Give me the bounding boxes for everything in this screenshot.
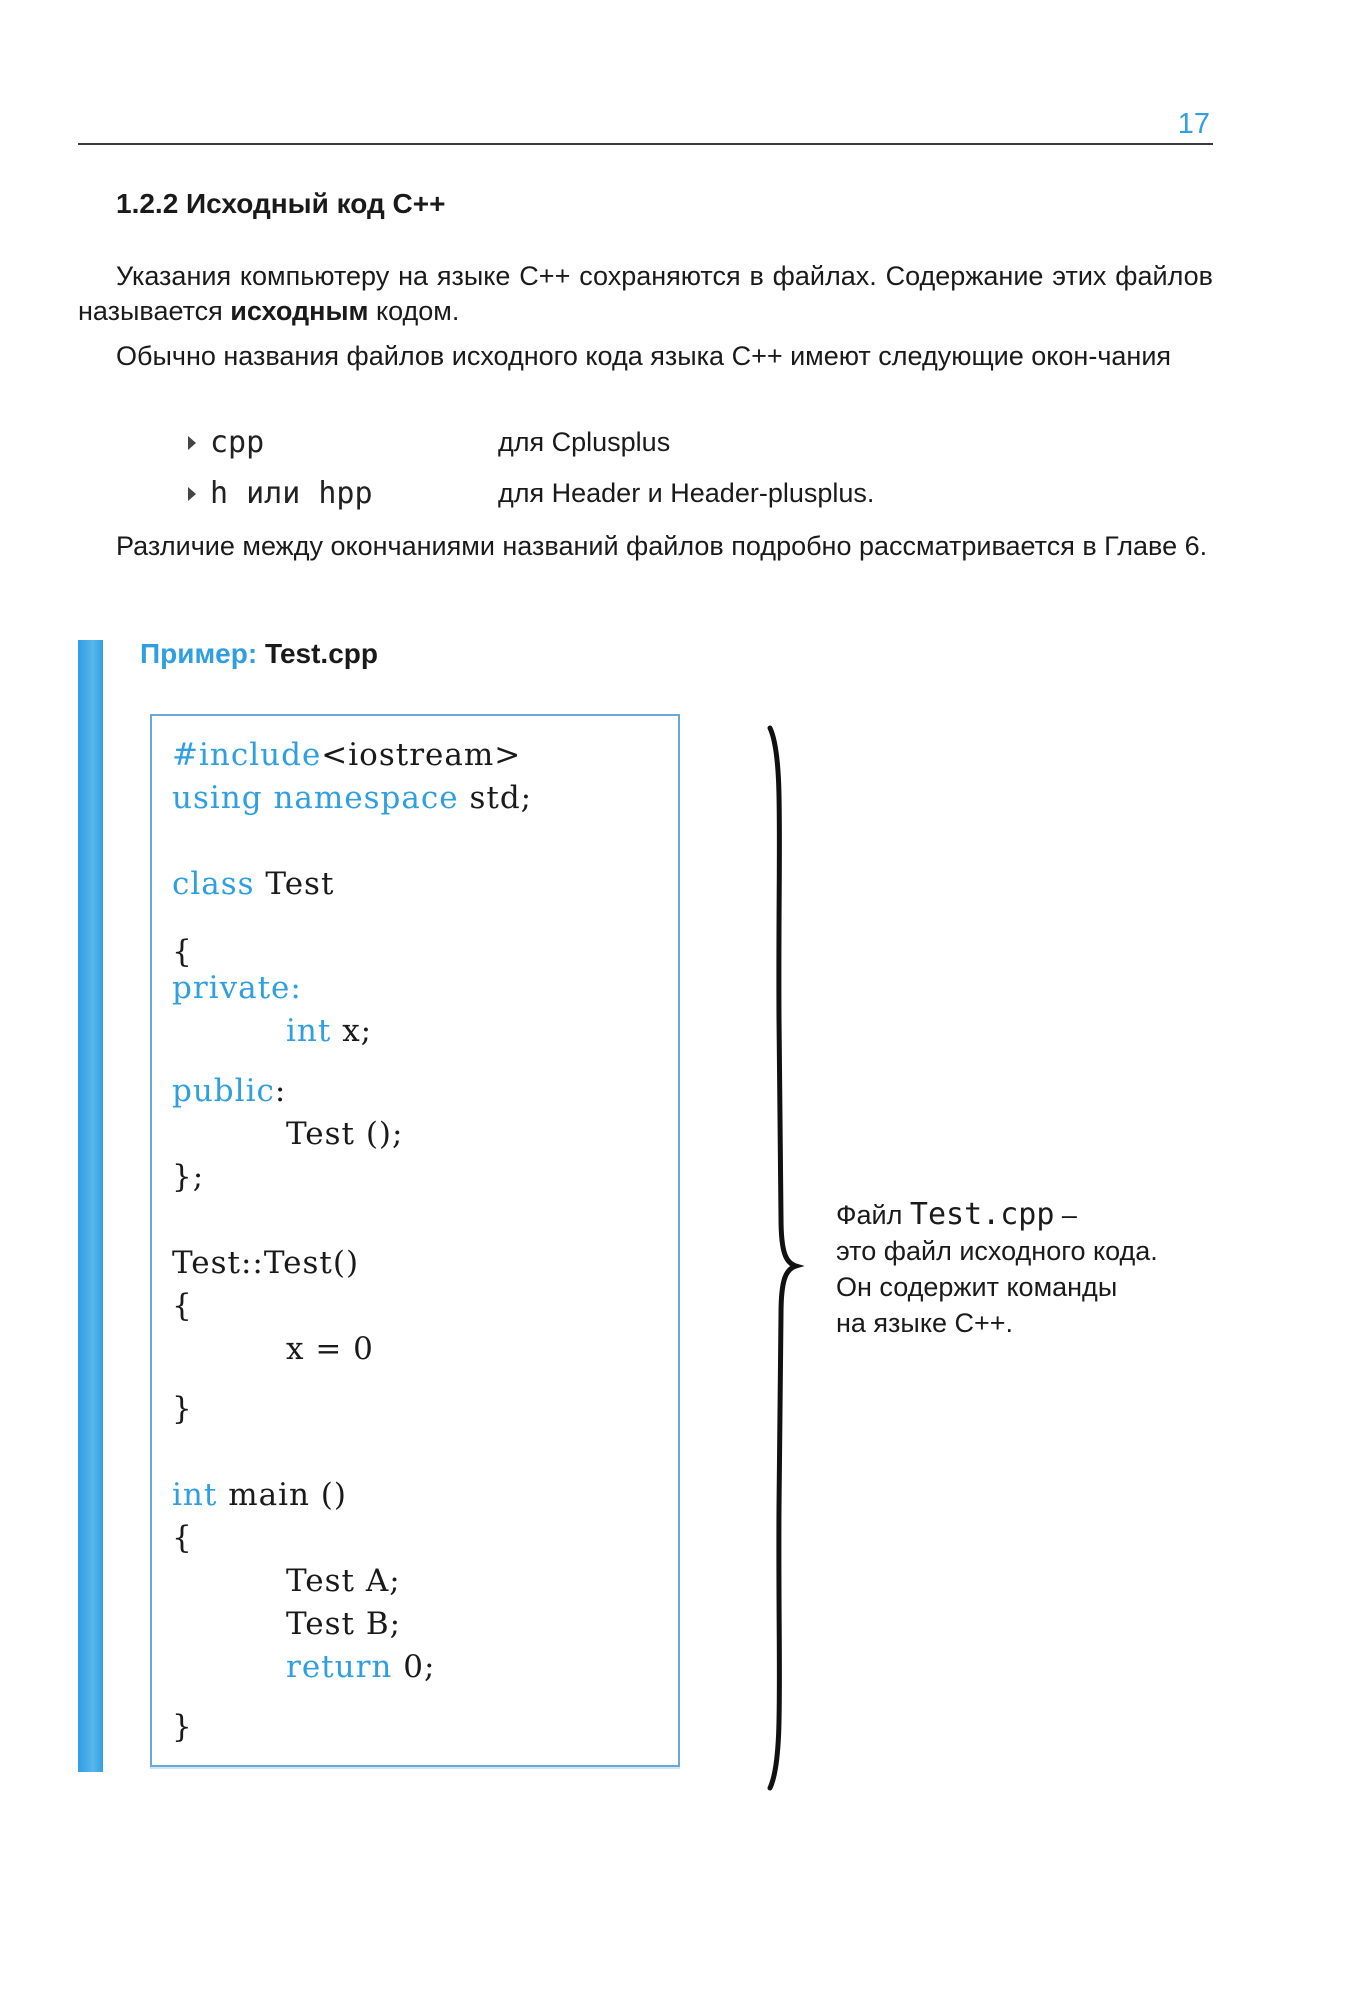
code-text: x; (331, 1013, 373, 1049)
note-line (836, 1197, 1236, 1233)
code-keyword: private: (172, 970, 302, 1006)
bullet-arrow-icon (188, 436, 196, 450)
note-prefix: Файл (836, 1200, 910, 1230)
note-text (836, 1197, 1236, 1341)
code-text: std; (458, 780, 533, 816)
extension-desc: для Cplusplus (498, 427, 671, 457)
code-keyword: #include (172, 737, 322, 773)
code-text: x = 0 (286, 1331, 374, 1367)
example-label: Пример: (140, 638, 258, 669)
code-text: <iostream> (321, 737, 522, 773)
code-text: Test::Test() (172, 1245, 360, 1281)
paragraph-difference-text: Различие между окончаниями названий файлов подробно рассматривается в Главе 6. (116, 531, 1208, 561)
code-line (172, 780, 532, 816)
code-line (172, 1520, 193, 1556)
note-line: на языке C++. (836, 1308, 1014, 1338)
paragraph-intro-end: кодом. (368, 296, 460, 326)
extension-name: cpp (210, 425, 265, 460)
example-file: Test.cpp (264, 638, 378, 669)
bullet-arrow-icon (188, 487, 196, 501)
code-text: } (172, 1709, 193, 1745)
curly-brace-icon (748, 718, 818, 1798)
code-text: { (172, 1520, 193, 1556)
code-line (286, 1649, 435, 1685)
code-line (172, 737, 521, 773)
code-line (172, 1159, 204, 1195)
code-line (172, 1477, 347, 1513)
paragraph-intro (78, 259, 1213, 329)
code-keyword: using namespace (172, 780, 459, 816)
code-line (286, 1563, 401, 1599)
code-line (286, 1331, 374, 1367)
extension-name: h или hpp (210, 476, 373, 511)
code-text: Test B; (286, 1606, 402, 1642)
code-line (286, 1116, 403, 1152)
code-text: } (172, 1391, 193, 1427)
paragraph-intro-bold: исходным (230, 296, 369, 326)
code-keyword: int (286, 1013, 332, 1049)
code-line (172, 934, 193, 970)
paragraph-difference (78, 529, 1213, 564)
code-text: { (172, 1288, 193, 1324)
code-text: }; (172, 1159, 205, 1195)
paragraph-extensions (78, 339, 1213, 374)
page-number: 17 (1177, 108, 1210, 140)
extension-list (188, 425, 988, 527)
note-suffix: – (1054, 1200, 1077, 1230)
example-side-bar (78, 640, 103, 1772)
code-line (172, 1288, 193, 1324)
code-line (172, 1391, 193, 1427)
extension-desc: для Header и Header-plusplus. (498, 478, 875, 508)
code-keyword: int (172, 1477, 218, 1513)
code-text: { (172, 934, 193, 970)
note-file: Test.cpp (909, 1197, 1055, 1232)
code-text: : (274, 1073, 287, 1109)
header-rule (78, 143, 1213, 145)
list-item (188, 476, 988, 527)
code-keyword: class (172, 866, 255, 902)
code-text: Test (); (286, 1116, 404, 1152)
code-line (172, 1709, 193, 1745)
code-line (172, 866, 334, 902)
note-line: это файл исходного кода. (836, 1236, 1158, 1266)
code-text: main () (217, 1477, 347, 1513)
code-keyword: return (286, 1649, 393, 1685)
example-title (140, 638, 378, 670)
code-keyword: public (172, 1073, 275, 1109)
paragraph-intro-text: Указания компьютеру на языке C++ сохраняются в файлах. Содержание этих файлов называется (78, 261, 1213, 326)
code-text: Test A; (286, 1563, 401, 1599)
code-line (286, 1013, 372, 1049)
code-line (172, 970, 302, 1006)
code-line (286, 1606, 401, 1642)
code-text: 0; (392, 1649, 436, 1685)
note-line: Он содержит команды (836, 1272, 1118, 1302)
code-line (172, 1245, 359, 1281)
code-text: Test (254, 866, 335, 902)
paragraph-extensions-text: Обычно названия файлов исходного кода языка C++ имеют следующие окон-чания (116, 341, 1172, 371)
list-item (188, 425, 988, 476)
code-line (172, 1073, 286, 1109)
section-heading: 1.2.2 Исходный код C++ (116, 188, 446, 219)
